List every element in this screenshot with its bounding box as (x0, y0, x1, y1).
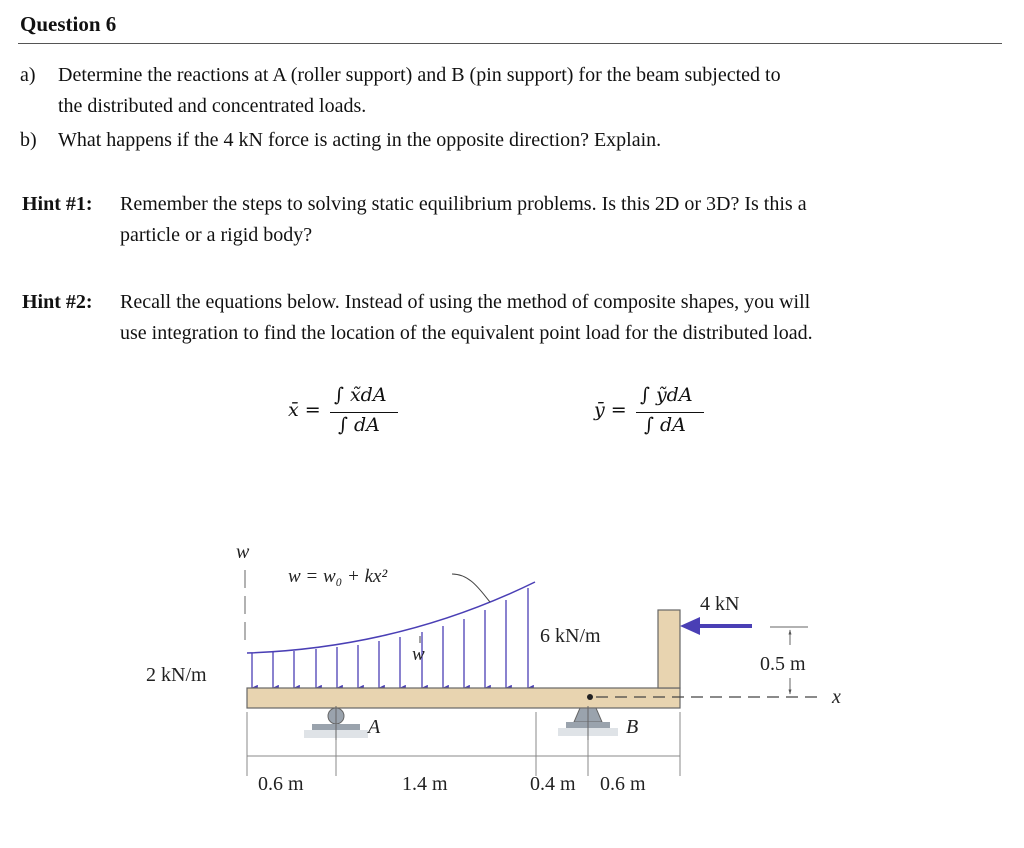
vertical-arm (658, 610, 680, 688)
part-a-line1: Determine the reactions at A (roller support) and B (pin support) for the beam subjected to (58, 64, 781, 86)
hint-1-line2: particle or a rigid body? (120, 224, 313, 246)
dimension-label: 1.4 m (402, 773, 448, 795)
w0-label: 2 kN/m (146, 664, 207, 686)
origin-point (587, 694, 593, 700)
part-b-label: b) (20, 129, 37, 151)
ybar-denominator: ∫ dA (644, 414, 686, 436)
xbar-lhs: x̄ = (288, 399, 321, 421)
x-axis-label: x (832, 686, 841, 708)
hint-2-line1: Recall the equations below. Instead of using the method of composite shapes, you will (120, 291, 811, 313)
hint-1-line1: Remember the steps to solving static equilibrium problems. Is this 2D or 3D? Is this a (120, 193, 807, 215)
hint-2-line2: use integration to find the location of the equivalent point load for the distributed load. (120, 322, 813, 344)
w-axis-label: w (236, 541, 250, 563)
force-arrowhead (680, 617, 700, 635)
load-curve (247, 582, 535, 653)
dimension-label: 0.6 m (600, 773, 646, 795)
ybar-lhs: ȳ = (594, 399, 627, 421)
hint-1-label: Hint #1: (22, 193, 93, 215)
wmax-label: 6 kN/m (540, 625, 601, 647)
part-a-line2: the distributed and concentrated loads. (58, 95, 367, 117)
xbar-denominator: ∫ dA (338, 414, 380, 436)
load-equation: w = w₀ + kx² (288, 566, 388, 587)
question-title: Question 6 (20, 12, 117, 36)
xbar-numerator: ∫ x̃dA (334, 384, 387, 406)
part-a-label: a) (20, 64, 36, 86)
support-a-label: A (368, 716, 381, 738)
w-inner-label: w (412, 644, 425, 665)
dimension-label: 0.4 m (530, 773, 576, 795)
part-b-text: What happens if the 4 kN force is acting in the opposite direction? Explain. (58, 129, 662, 151)
hint-2-label: Hint #2: (22, 291, 93, 313)
force-label: 4 kN (700, 593, 740, 615)
equation-leader (452, 574, 490, 602)
height-dim-label: 0.5 m (760, 653, 806, 675)
beam (247, 688, 680, 708)
dimension-label: 0.6 m (258, 773, 304, 795)
ybar-numerator: ∫ ỹdA (640, 384, 693, 406)
support-b-label: B (626, 716, 639, 738)
